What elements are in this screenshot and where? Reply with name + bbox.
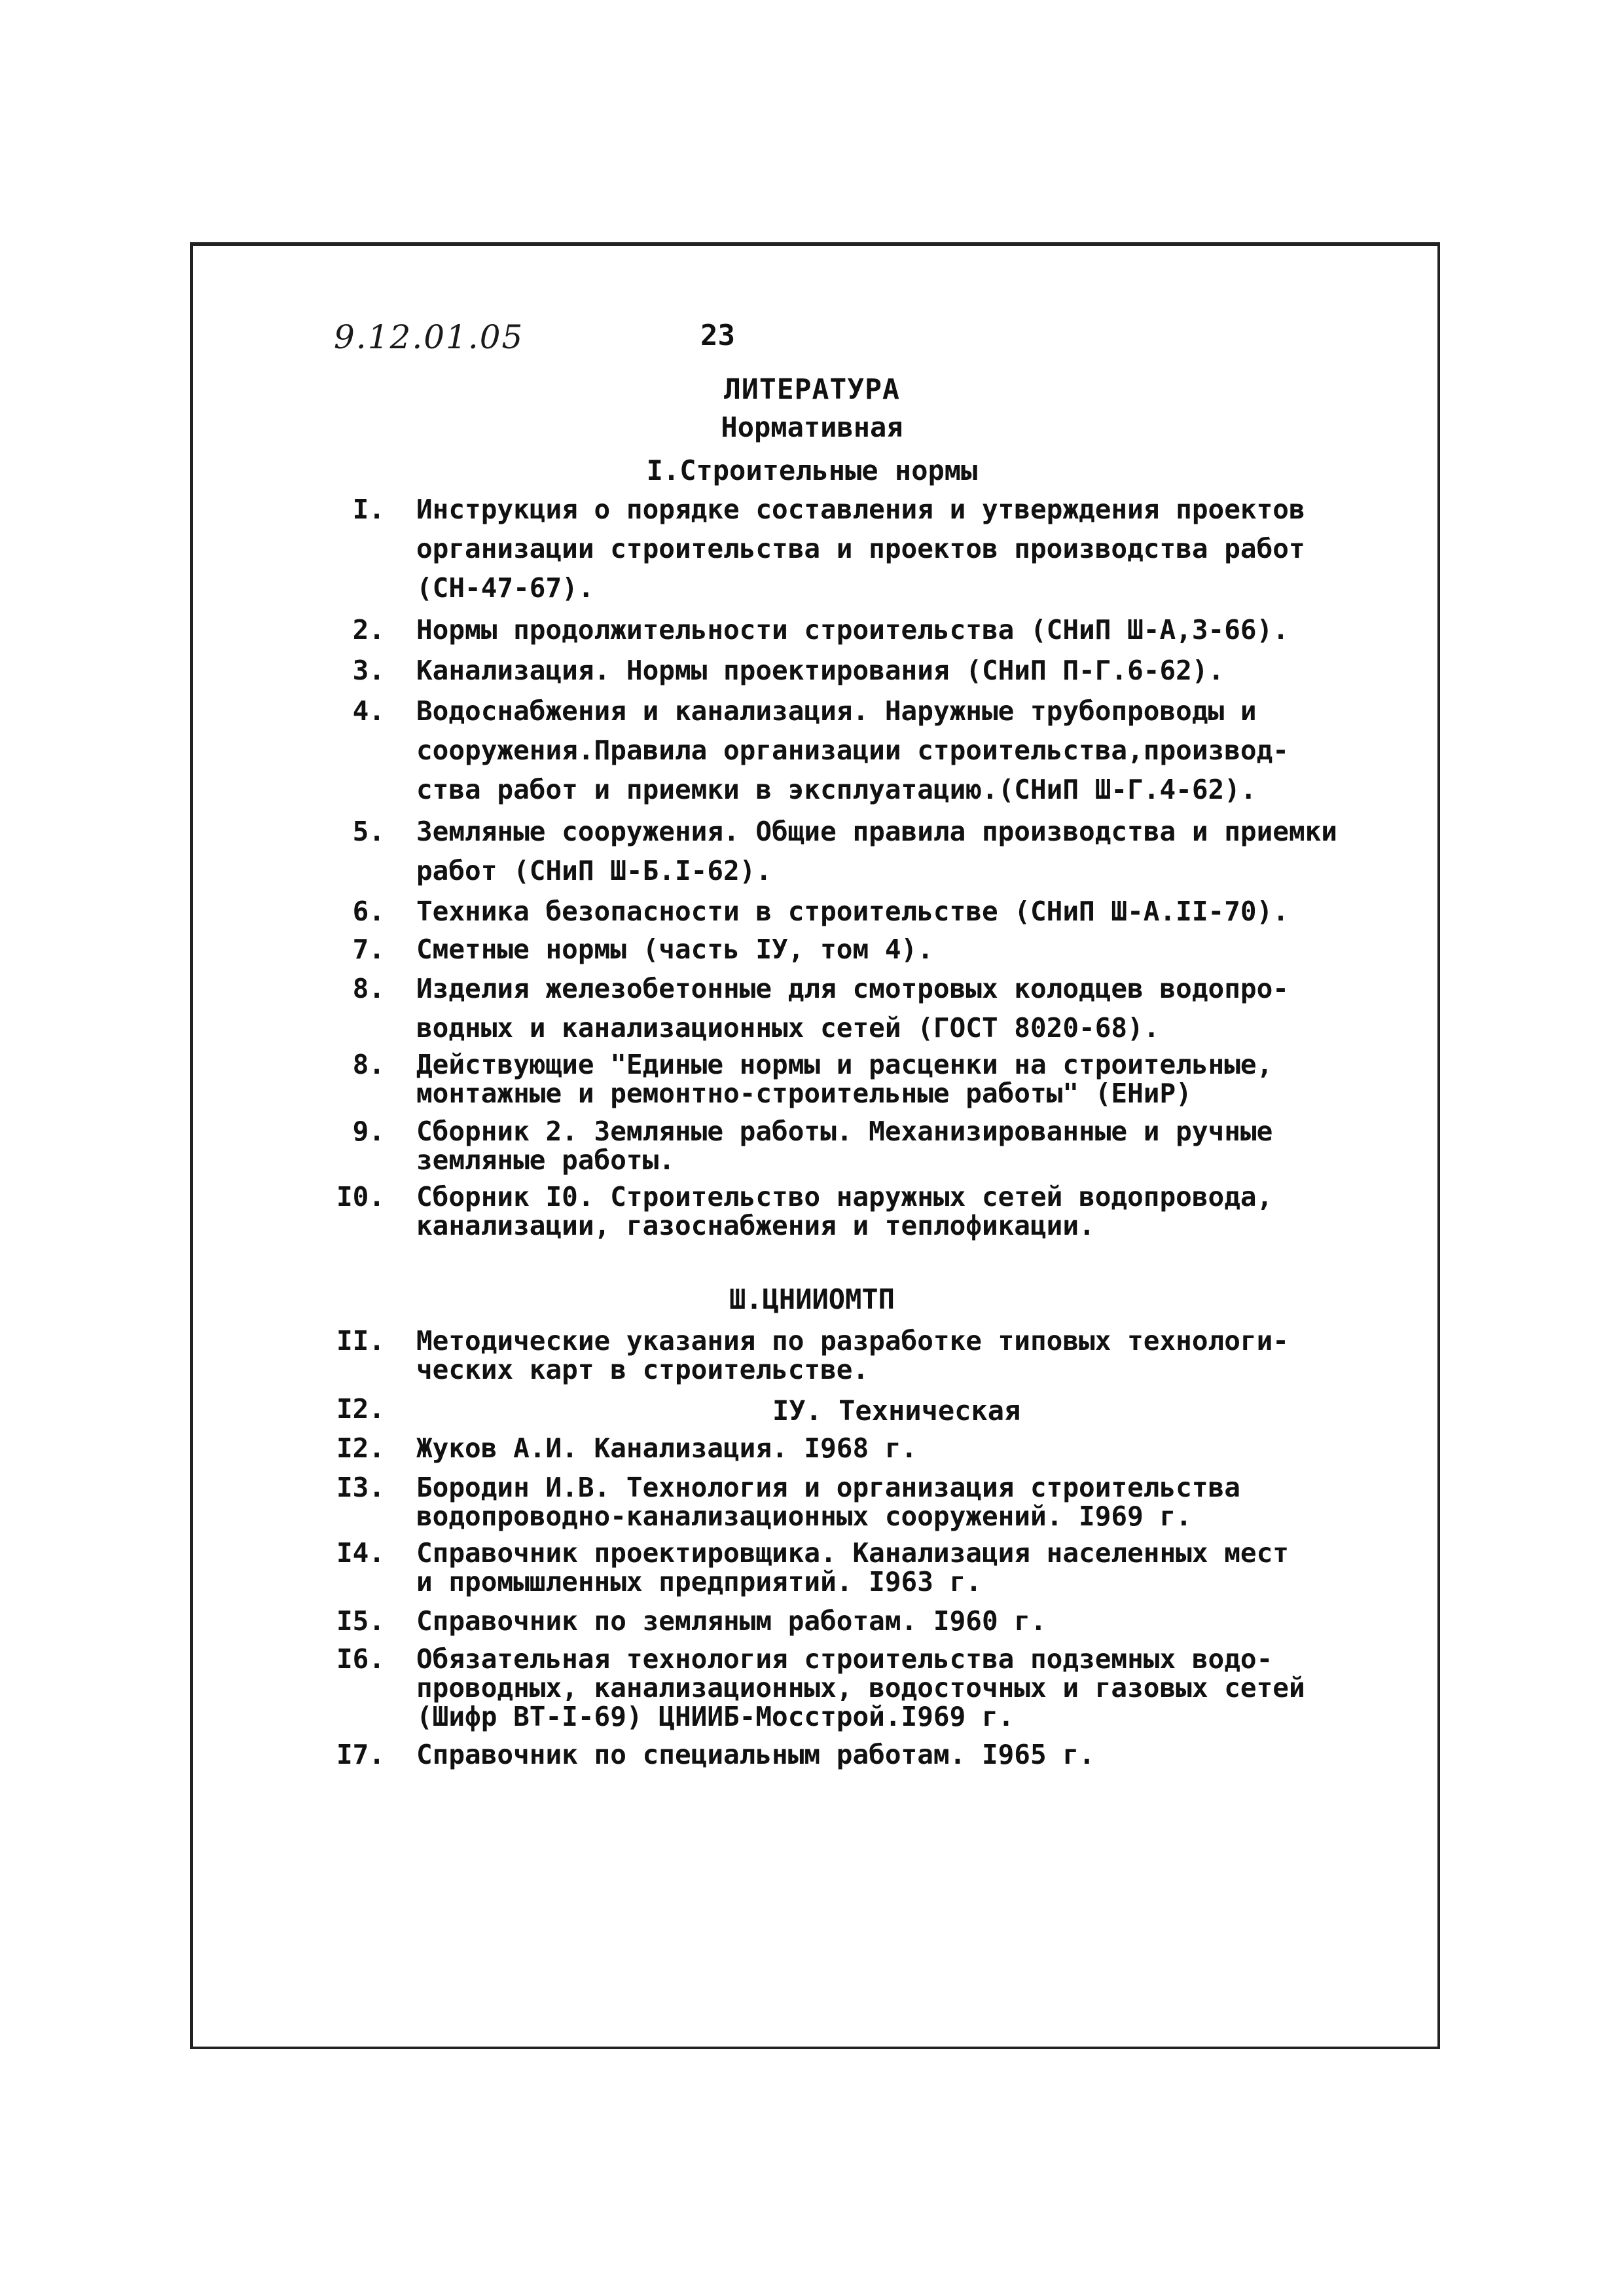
item-text-line: Водоснабжения и канализация. Наружные трубопроводы и xyxy=(416,695,1257,727)
item-text-line: Сборник I0. Строительство наружных сетей водопровода, xyxy=(416,1181,1273,1212)
item-number: 7. xyxy=(352,934,385,965)
item-text-line: Нормы продолжительности строительства (СНиП Ш-А,3-66). xyxy=(416,614,1289,646)
item-text-line: Земляные сооружения. Общие правила производства и приемки xyxy=(416,816,1337,847)
item-text-line: Справочник проектировщика. Канализация населенных мест xyxy=(416,1537,1289,1569)
item-number: I6. xyxy=(336,1643,385,1675)
item-number: I5. xyxy=(336,1605,385,1637)
item-text-line: Справочник по специальным работам. I965 г. xyxy=(416,1739,1095,1770)
item-text-line: Обязательная технология строительства подземных водо- xyxy=(416,1643,1273,1675)
handwritten-document-code: 9.12.01.05 xyxy=(334,318,524,356)
item-number: I0. xyxy=(336,1181,385,1212)
item-text-line: монтажные и ремонтно-строительные работы" (ЕНиР) xyxy=(416,1078,1192,1109)
section-building-norms: I.Строительные нормы xyxy=(646,454,978,486)
item-text-line: и промышленных предприятий. I963 г. xyxy=(416,1566,982,1597)
item-text-line: ства работ и приемки в эксплуатацию.(СНиП Ш-Г.4-62). xyxy=(416,774,1257,805)
item-number: I2. xyxy=(336,1393,385,1425)
item-number: 8. xyxy=(352,973,385,1004)
item-text-line: (СН-47-67). xyxy=(416,572,594,604)
item-number: 2. xyxy=(352,614,385,646)
item-number: 5. xyxy=(352,816,385,847)
item-number: 6. xyxy=(352,896,385,927)
item-text-line: Инструкция о порядке составления и утверждения проектов xyxy=(416,494,1305,525)
item-text-line: работ (СНиП Ш-Б.I-62). xyxy=(416,855,772,886)
item-text-line: (Шифр ВТ-I-69) ЦНИИБ-Мосстрой.I969 г. xyxy=(416,1701,1015,1732)
item-text-line: сооружения.Правила организации строительства,производ- xyxy=(416,735,1289,766)
section-cniiomtp: Ш.ЦНИИОМТП xyxy=(729,1283,895,1315)
item-text-line: Методические указания по разработке типовых технологи- xyxy=(416,1325,1289,1357)
item-text-line: Справочник по земляным работам. I960 г. xyxy=(416,1605,1047,1637)
item-number: I4. xyxy=(336,1537,385,1569)
item-text-line: Жуков А.И. Канализация. I968 г. xyxy=(416,1432,918,1464)
item-number: 4. xyxy=(352,695,385,727)
item-number: 9. xyxy=(352,1116,385,1147)
item-text-line: Действующие "Единые нормы и расценки на строительные, xyxy=(416,1049,1273,1080)
item-text-line: земляные работы. xyxy=(416,1144,675,1176)
item-number: 8. xyxy=(352,1049,385,1080)
item-text-line: организации строительства и проектов производства работ xyxy=(416,533,1305,564)
item-number: I7. xyxy=(336,1739,385,1770)
item-text-line: Сборник 2. Земляные работы. Механизированные и ручные xyxy=(416,1116,1273,1147)
item-number: I2. xyxy=(336,1432,385,1464)
section-technical: IУ. Техническая xyxy=(772,1394,1021,1427)
item-text-line: канализации, газоснабжения и теплофикации. xyxy=(416,1210,1095,1241)
item-text-line: Бородин И.В. Технология и организация строительства xyxy=(416,1472,1240,1503)
item-text-line: ческих карт в строительстве. xyxy=(416,1354,869,1385)
item-text-line: водопроводно-канализационных сооружений. I969 г. xyxy=(416,1501,1192,1532)
item-number: II. xyxy=(336,1325,385,1357)
item-number: 3. xyxy=(352,655,385,686)
page-number: 23 xyxy=(700,319,735,352)
item-text-line: водных и канализационных сетей (ГОСТ 8020-68). xyxy=(416,1012,1160,1044)
item-text-line: Сметные нормы (часть IУ, том 4). xyxy=(416,934,933,965)
normative-subtitle: Нормативная xyxy=(721,411,903,443)
item-text-line: Изделия железобетонные для смотровых колодцев водопро- xyxy=(416,973,1289,1004)
item-text-line: Техника безопасности в строительстве (СНиП Ш-А.II-70). xyxy=(416,896,1289,927)
item-number: I. xyxy=(352,494,385,525)
item-number: I3. xyxy=(336,1472,385,1503)
item-text-line: Канализация. Нормы проектирования (СНиП П-Г.6-62). xyxy=(416,655,1225,686)
bibliography-title: ЛИТЕРАТУРА xyxy=(724,373,900,406)
item-text-line: проводных, канализационных, водосточных и газовых сетей xyxy=(416,1672,1305,1704)
